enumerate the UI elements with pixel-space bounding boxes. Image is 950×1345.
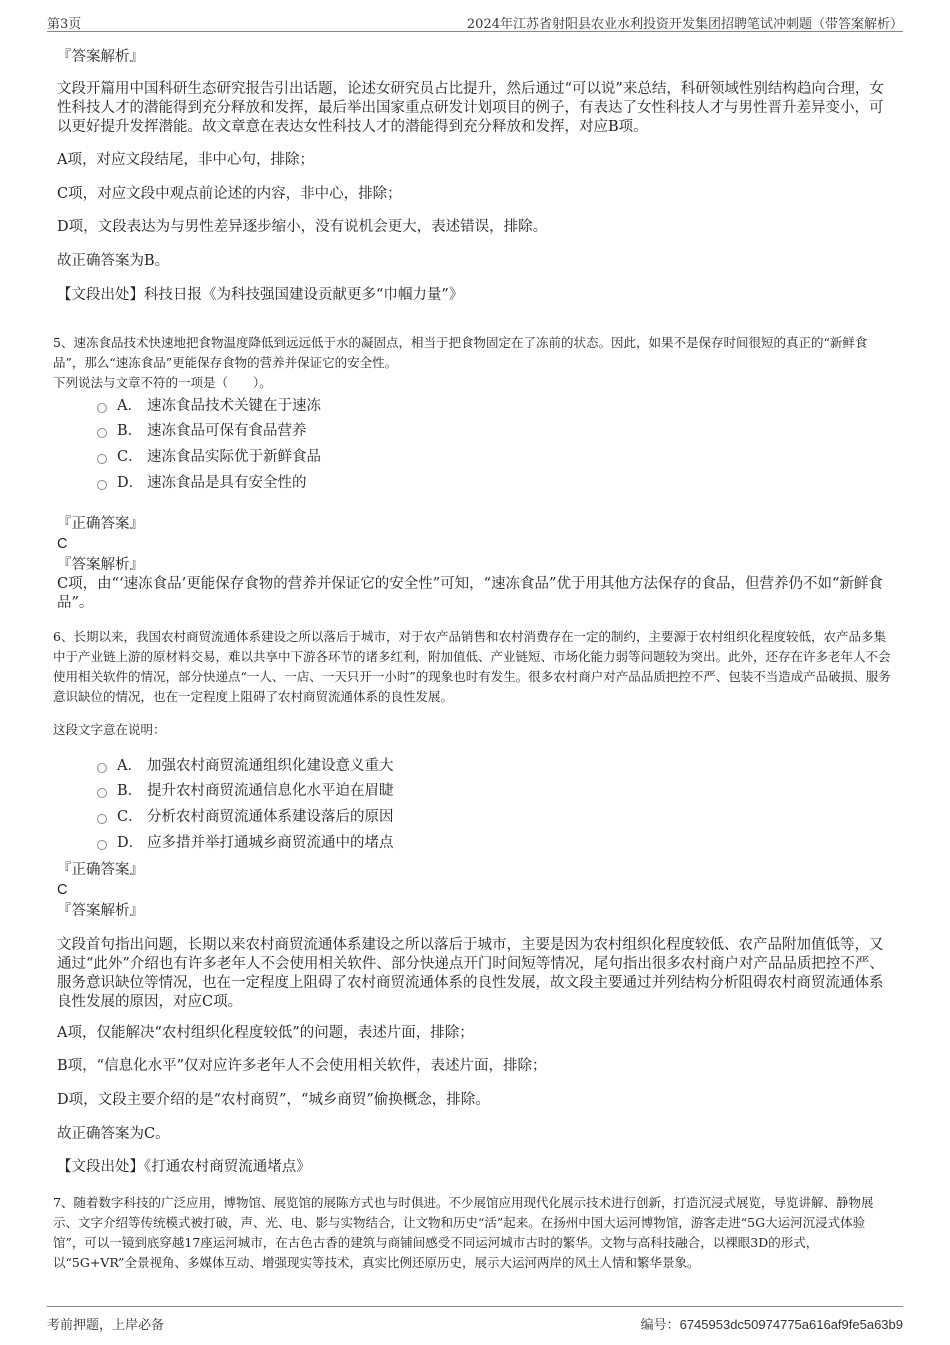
q6-correct-answer: C — [57, 882, 68, 898]
radio-icon[interactable] — [97, 840, 107, 850]
option-text: 分析农村商贸流通体系建设落后的原因 — [147, 809, 394, 825]
page-footer — [47, 1306, 903, 1331]
option-text: 速冻食品实际优于新鲜食品 — [147, 449, 321, 465]
q4-analysis: 文段开篇用中国科研生态研究报告引出话题，论述女研究员占比提升，然后通过“可以说”来总结，科研领域性别结构趋向合理，女性科技人才的潜能得到充分释放和发挥，最后举出国家重点研发计划项目的例子，有表达了女性科技人才与男性晋升差异变小，可以更好提升发挥潜能。故文章意在表达女性科技人才的潜能得到充分释放和发挥，对应B项。 — [57, 81, 884, 135]
option-text: 提升农村商贸流通信息化水平迫在眉睫 — [147, 783, 394, 799]
page-number: 第3页 — [47, 17, 82, 32]
q6-b-note: B项，“信息化水平”仅对应许多老年人不会使用相关软件，表述片面，排除； — [57, 1058, 547, 1074]
q6-stem: 6、长期以来，我国农村商贸流通体系建设之所以落后于城市，对于农产品销售和农村消费存在一定的制约，主要源于农村组织化程度较低，农产品多集中于产业链上游的原材料交易，难以共享中下游各环节的诸多红利，附加值低、产业链短、市场化能力弱等问题较为突出。此外，还存在许多老年人不会使用相关软件的情况，部分快递点“一人、一店、一天只开一小时”的现象也时有发生。很多农村商户对产品品质把控不严、包装不当造成产品破损、服务意识缺位的情况，也在一定程度上阻碍了农村商贸流通体系的良性发展。 — [53, 629, 891, 704]
page-header — [47, 11, 903, 32]
radio-icon[interactable] — [97, 428, 107, 438]
option-letter: B． — [117, 423, 143, 439]
option-letter: A． — [117, 758, 142, 774]
radio-icon[interactable] — [97, 814, 107, 824]
option-letter: D． — [117, 475, 144, 491]
q7-stem: 7、随着数字科技的广泛应用，博物馆、展览馆的展陈方式也与时俱进。不少展馆应用现代化展示技术进行创新，打造沉浸式展览，导览讲解、静物展示、文字介绍等传统模式被打破，声、光、电、影与实物结合，让文物和历史“活”起来。在扬州中国大运河博物馆，游客走进“5G大运河沉浸式体验馆”，可以一镜到底穿越17座运河城市，在古色古香的建筑与商铺间感受不同运河城市古时的繁华。文物与高科技融合，以裸眼3D的形式，以“5G+VR”全景视角、多媒体互动、增强现实等技术，真实比例还原历史，展示大运河两岸的风土人情和繁华景象。 — [53, 1195, 874, 1270]
option-letter: B． — [117, 783, 143, 799]
q5-stem: 5、速冻食品技术快速地把食物温度降低到远远低于水的凝固点，相当于把食物固定在了冻前的状态。因此，如果不是保存时间很短的真正的“新鲜食品”，那么“速冻食品”更能保存食物的营养并保证它的安全性。 — [53, 335, 868, 370]
option-letter: C． — [117, 809, 143, 825]
q4-c-note: C项，对应文段中观点前论述的内容，非中心，排除； — [57, 186, 402, 202]
document-code: 编号：6745953dc50974775a616af9fe5a63b9 — [640, 1317, 903, 1332]
q4-analysis-label: 『答案解析』 — [57, 49, 144, 65]
radio-icon[interactable] — [97, 454, 107, 464]
q6-option-d[interactable] — [97, 834, 394, 852]
q6-option-c[interactable] — [97, 808, 394, 826]
q6-analysis: 文段首句指出问题，长期以来农村商贸流通体系建设之所以落后于城市，主要是因为农村组织化程度较低、农产品附加值低等，又通过“此外”介绍也有许多老年人不会使用相关软件、部分快递点开门时间短等情况，尾句指出很多农村商户对产品品质把控不严、服务意识缺位等情况，也在一定程度上阻碍了农村商贸流通体系的良性发展，故文段主要通过并列结构分析阻碍农村商贸流通体系良性发展的原因，对应C项。 — [57, 937, 884, 1010]
q5-option-b[interactable] — [97, 422, 307, 440]
q5-analysis: C项，由“‘速冻食品’更能保存食物的营养并保证它的安全性”可知，“速冻食品”优于用其他方法保存的食品，但营养仍不如“新鲜食品”。 — [57, 576, 883, 611]
q4-a-note: A项，对应文段结尾，非中心句，排除； — [57, 152, 314, 168]
radio-icon[interactable] — [97, 403, 107, 413]
option-letter: C． — [117, 449, 143, 465]
q5-analysis-label: 『答案解析』 — [57, 557, 144, 573]
q5-question: 下列说法与文章不符的一项是（ ）。 — [53, 375, 272, 390]
q6-conclusion: 故正确答案为C。 — [57, 1126, 170, 1142]
document-title: 2024年江苏省射阳县农业水利投资开发集团招聘笔试冲刺题（带答案解析） — [466, 17, 903, 32]
q5-correct-label: 『正确答案』 — [57, 516, 144, 532]
option-text: 速冻食品可保有食品营养 — [147, 423, 307, 439]
q6-option-a[interactable] — [97, 757, 394, 775]
option-letter: A． — [117, 398, 142, 414]
q4-source: 【文段出处】科技日报《为科技强国建设贡献更多“巾帼力量”》 — [57, 287, 464, 303]
option-text: 速冻食品是具有安全性的 — [147, 475, 307, 491]
q6-option-b[interactable] — [97, 782, 394, 800]
q5-option-c[interactable] — [97, 448, 321, 466]
q6-d-note: D项，文段主要介绍的是“农村商贸”，“城乡商贸”偷换概念，排除。 — [57, 1092, 490, 1108]
radio-icon[interactable] — [97, 788, 107, 798]
q6-analysis-label: 『答案解析』 — [57, 903, 144, 919]
footer-slogan: 考前押题，上岸必备 — [47, 1318, 165, 1333]
q5-option-d[interactable] — [97, 474, 307, 492]
q5-correct-answer: C — [57, 536, 68, 552]
radio-icon[interactable] — [97, 480, 107, 490]
option-text: 加强农村商贸流通组织化建设意义重大 — [147, 758, 394, 774]
option-text: 速冻食品技术关键在于速冻 — [147, 398, 321, 414]
q6-correct-label: 『正确答案』 — [57, 862, 144, 878]
option-letter: D． — [117, 835, 144, 851]
q4-conclusion: 故正确答案为B。 — [57, 253, 170, 269]
q5-option-a[interactable] — [97, 397, 321, 415]
q6-question: 这段文字意在说明： — [53, 722, 166, 737]
radio-icon[interactable] — [97, 763, 107, 773]
option-text: 应多措并举打通城乡商贸流通中的堵点 — [147, 835, 394, 851]
q6-a-note: A项，仅能解决“农村组织化程度较低”的问题，表述片面，排除； — [57, 1025, 474, 1041]
q6-source: 【文段出处】《打通农村商贸流通堵点》 — [57, 1159, 311, 1175]
q4-d-note: D项，文段表达为与男性差异逐步缩小，没有说机会更大，表述错误，排除。 — [57, 219, 548, 235]
